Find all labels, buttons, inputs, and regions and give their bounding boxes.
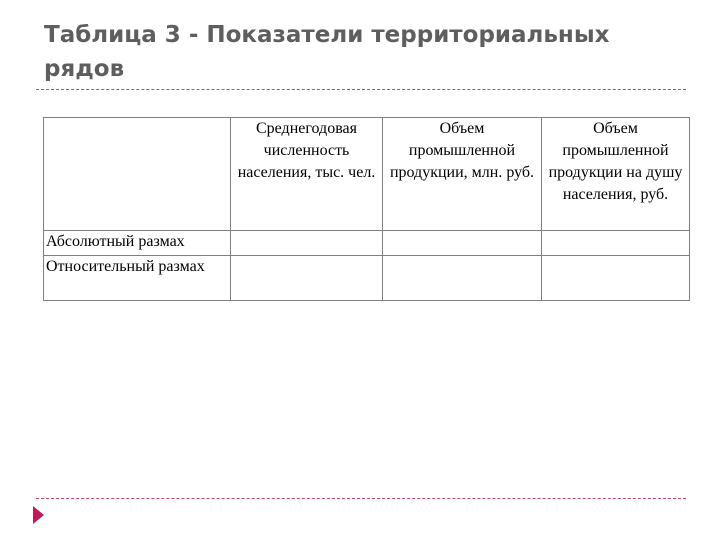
table-cell	[542, 231, 690, 256]
header-cell-population: Среднегодовая численность населения, тыс. чел.	[231, 118, 383, 231]
header-cell-output-per-capita: Объем промышленной продукции на душу населения, руб.	[542, 118, 690, 231]
table-row	[44, 256, 690, 301]
row-label-absolute-range: Абсолютный размах	[44, 231, 231, 256]
table-cell	[231, 256, 383, 301]
play-arrow-icon	[33, 506, 44, 524]
header-cell-empty	[44, 118, 231, 231]
row-label-relative-range: Относительный размах	[44, 256, 231, 301]
top-divider	[36, 89, 686, 90]
table-cell	[542, 256, 690, 301]
table-cell	[383, 231, 542, 256]
slide-title: Таблица 3 - Показатели территориальных рядов	[44, 22, 610, 82]
table-row	[44, 231, 690, 256]
table-header-row	[44, 118, 690, 231]
header-cell-output: Объем промышленной продукции, млн. руб.	[383, 118, 542, 231]
table-cell	[231, 231, 383, 256]
table-cell	[383, 256, 542, 301]
bottom-divider	[36, 498, 686, 499]
indicators-table	[43, 117, 690, 301]
